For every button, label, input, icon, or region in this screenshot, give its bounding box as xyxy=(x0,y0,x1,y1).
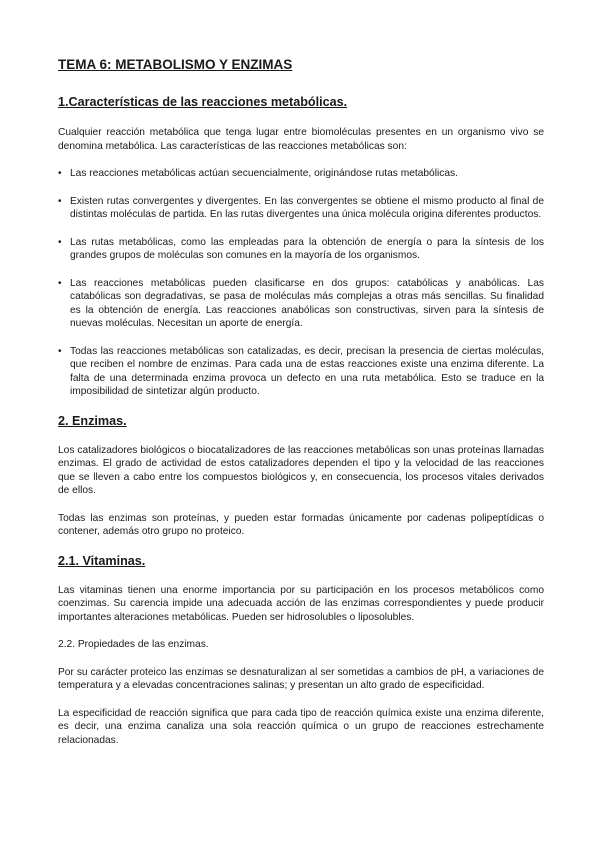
section2-paragraph-1: Los catalizadores biológicos o biocatalizadores de las reacciones metabólicas son unas proteínas llamadas enzimas. El grado de actividad de estos catalizadores dependen el tipo y la velocidad de las reacciones que se lleven a cabo entre los compuestos biológicos y, en consecuencia, los procesos vitales derivados de ellos. xyxy=(58,444,544,496)
section1-intro: Cualquier reacción metabólica que tenga lugar entre biomoléculas presentes en un organismo vivo se denomina metabólica. Las características de las reacciones metabólicas son: xyxy=(58,127,544,152)
bullet-icon: • xyxy=(58,277,62,289)
list-item-text: Existen rutas convergentes y divergentes. En las convergentes se obtiene el mismo producto al final de distintas moléculas de partida. En las rutas divergentes una única molécula origina diferentes productos. xyxy=(70,195,544,220)
list-item-text: Las reacciones metabólicas actúan secuencialmente, originándose rutas metabólicas. xyxy=(70,168,458,179)
list-item xyxy=(58,236,544,263)
list-item-text: Todas las reacciones metabólicas son catalizadas, es decir, precisan la presencia de ciertas moléculas, que reciben el nombre de enzimas. Para cada una de estas reacciones existe una enzima diferente. La falta de una determinada enzima provoca un defecto en una ruta metabólica. Esto se traduce en la imposibilidad de sintetizar algún producto. xyxy=(70,345,544,397)
list-item xyxy=(58,345,544,399)
list-item xyxy=(58,277,544,331)
bullet-icon: • xyxy=(58,236,62,248)
bullet-icon: • xyxy=(58,168,62,179)
list-item-text: Las reacciones metabólicas pueden clasificarse en dos grupos: catabólicas y anabólicas. Las catabólicas son degradativas, se pasa de moléculas más complejas a otras más sencillas. Su finalidad es la obtención de energía. Las reacciones anabólicas son constructivas, sirven para la síntesis de nuevas moléculas. Necesitan un aporte de energía. xyxy=(70,277,544,329)
section2-heading: 2. Enzimas. xyxy=(58,413,127,428)
section1-heading: 1.Características de las reacciones metabólicas. xyxy=(58,95,348,109)
document-page xyxy=(58,56,544,761)
list-item-text: Las rutas metabólicas, como las empleadas para la obtención de energía o para la síntesis de los grandes grupos de moléculas son comunes en la mayoría de los organismos. xyxy=(70,236,544,261)
document-title: TEMA 6: METABOLISMO Y ENZIMAS xyxy=(58,57,293,72)
section1-bullet-list xyxy=(58,167,544,399)
section21-paragraph-1: Las vitaminas tienen una enorme importancia por su participación en los procesos metabólicos como coenzimas. Su carencia impide una adecuada acción de las enzimas correspondientes y puede producir importantes alteraciones metabólicas. Pueden ser hidrosolubles o liposolubles. xyxy=(58,584,544,623)
list-item xyxy=(58,195,544,222)
list-item xyxy=(58,167,544,181)
bullet-icon: • xyxy=(58,345,62,357)
section22-paragraph-2: La especificidad de reacción significa que para cada tipo de reacción química existe una enzima diferente, es decir, una enzima canaliza una sola reacción química o un grupo de reacciones estrechamente relacionadas. xyxy=(58,707,544,746)
section21-heading: 2.1. Vitaminas. xyxy=(58,553,146,568)
section22-paragraph-1: Por su carácter proteico las enzimas se desnaturalizan al ser sometidas a cambios de pH, a variaciones de temperatura y a elevadas concentraciones salinas; y presentan un alto grado de especificidad. xyxy=(58,666,544,691)
section22-heading: 2.2. Propiedades de las enzimas. xyxy=(58,639,209,650)
section2-paragraph-2: Todas las enzimas son proteínas, y pueden estar formadas únicamente por cadenas polipeptídicas o contener, además otro grupo no proteico. xyxy=(58,512,544,537)
bullet-icon: • xyxy=(58,195,62,207)
